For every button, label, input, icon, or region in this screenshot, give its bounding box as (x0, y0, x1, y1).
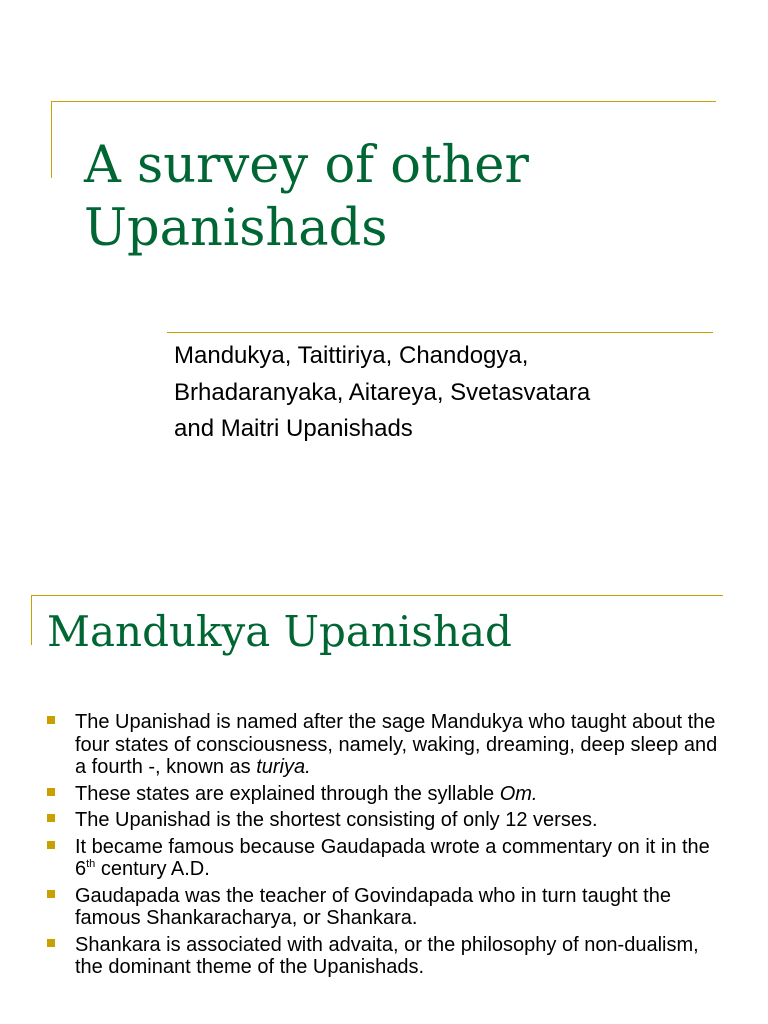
slide-1-subtitle (174, 338, 590, 448)
list-item (47, 783, 727, 806)
bullet-text-continued: century A.D. (95, 858, 210, 880)
title-frame-vertical-rule (51, 101, 52, 178)
bullet-text: Gaudapada was the teacher of Govindapada who in turn taught the famous Shankaracharya, or Shankara. (75, 884, 671, 929)
title-frame-top-rule (31, 595, 723, 596)
bullet-text: These states are explained through the syllable (75, 782, 500, 805)
square-bullet-icon (47, 716, 55, 724)
square-bullet-icon (47, 814, 55, 822)
bullet-text: It became famous because Gaudapada wrote a commentary on it in the 6 (75, 835, 710, 880)
subtitle-line: Mandukya, Taittiriya, Chandogya, (174, 342, 529, 369)
subtitle-line: and Maitri Upanishads (174, 415, 413, 442)
bullet-text: Shankara is associated with advaita, or the philosophy of non-dualism, the dominant theme of the Upanishads. (75, 933, 699, 978)
list-item (47, 809, 727, 832)
title-frame-top-rule (51, 101, 716, 102)
slide-1-title (84, 134, 724, 260)
bullet-italic-term: Om. (499, 782, 538, 805)
slide-2-title: Mandukya Upanishad (47, 607, 512, 656)
square-bullet-icon (47, 890, 55, 898)
list-item (47, 836, 727, 881)
title-frame-vertical-rule (31, 595, 32, 645)
list-item (47, 711, 727, 779)
slide-1-title-line: Upanishads (84, 199, 388, 258)
subtitle-line: Brhadaranyaka, Aitareya, Svetasvatara (174, 378, 591, 406)
square-bullet-icon (47, 939, 55, 947)
square-bullet-icon (47, 841, 55, 849)
ordinal-superscript: th (86, 858, 96, 870)
bullet-text: The Upanishad is named after the sage Mandukya who taught about the four states of consciousness, namely, waking, dreaming, deep sleep and a fourth -, known as (75, 711, 718, 778)
list-item (47, 885, 727, 930)
bullet-text: The Upanishad is the shortest consisting of only 12 verses. (75, 809, 598, 831)
bullet-italic-term: turiya. (256, 756, 311, 778)
subtitle-top-rule (167, 332, 713, 333)
slide-1-title-line: A survey of other (84, 136, 529, 195)
bullet-list (47, 711, 727, 983)
square-bullet-icon (47, 788, 55, 796)
list-item (47, 934, 727, 979)
